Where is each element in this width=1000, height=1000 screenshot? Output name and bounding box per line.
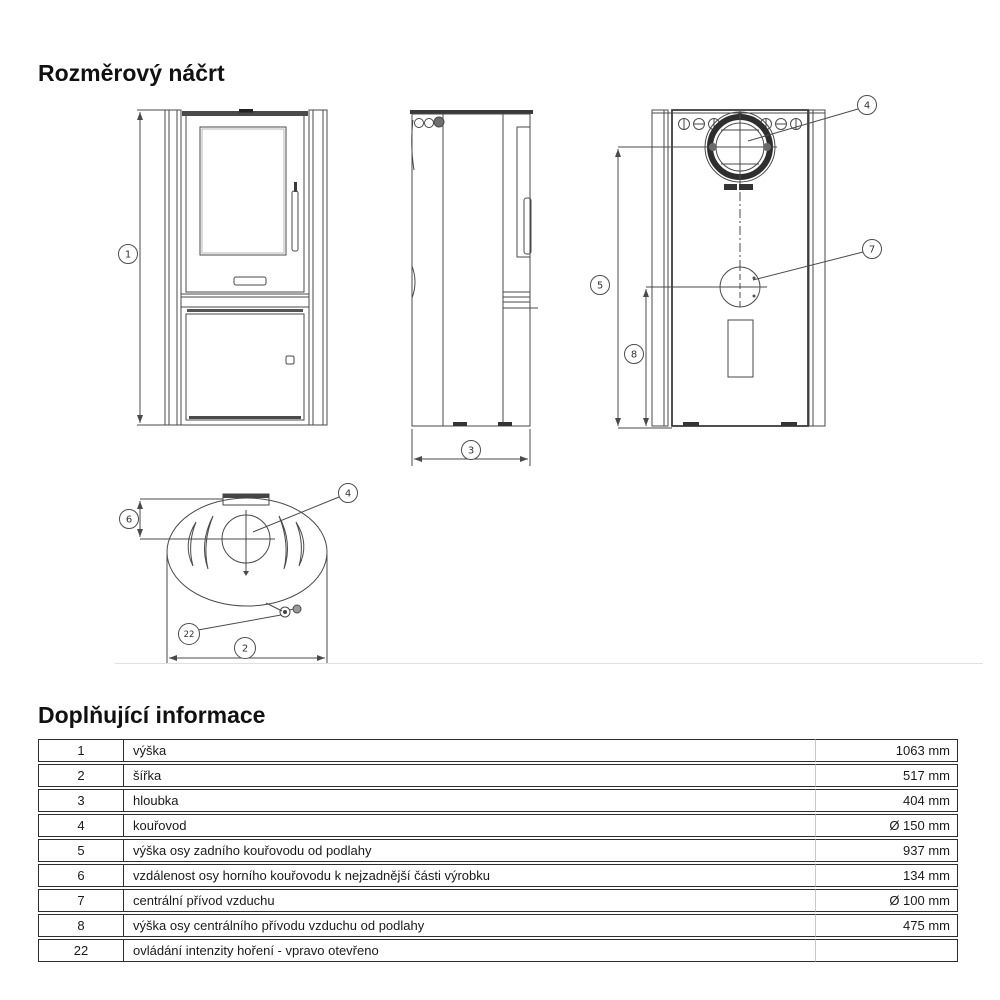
- row-value-cell: 404 mm: [815, 789, 958, 812]
- top-burn-control-lever: [266, 603, 301, 617]
- callout-2: [235, 638, 256, 659]
- row-value-cell: [815, 939, 958, 962]
- table-row: [38, 914, 958, 937]
- row-description-cell: centrální přívod vzduchu: [124, 889, 815, 912]
- svg-text:5: 5: [596, 280, 604, 292]
- front-height-dimension: [137, 110, 165, 425]
- table-row: [38, 839, 958, 862]
- row-description-cell: výška: [124, 739, 815, 762]
- table-row: [38, 764, 958, 787]
- row-number-cell: 22: [38, 939, 124, 962]
- svg-text:4: 4: [863, 100, 871, 112]
- row-value-cell: 937 mm: [815, 839, 958, 862]
- row-description-cell: šířka: [124, 764, 815, 787]
- callout-5: [591, 276, 610, 295]
- row-description-cell: vzdálenost osy horního kouřovodu k nejzadnější části výrobku: [124, 864, 815, 887]
- dimension-info-table: [38, 737, 958, 964]
- svg-text:7: 7: [868, 244, 876, 256]
- table-row: [38, 889, 958, 912]
- top-view-drawing: [103, 478, 383, 678]
- row-description-cell: ovládání intenzity hoření - vpravo otevřeno: [124, 939, 815, 962]
- leader-line-22: [198, 615, 281, 630]
- top-flue-offset-dimension: [140, 499, 223, 537]
- table-row: [38, 739, 958, 762]
- callout-1: [119, 245, 138, 264]
- row-number-cell: 5: [38, 839, 124, 862]
- row-number-cell: 8: [38, 914, 124, 937]
- svg-text:22: 22: [183, 630, 195, 640]
- callout-3: [462, 441, 481, 460]
- callout-4-rear: [858, 96, 877, 115]
- row-description-cell: kouřovod: [124, 814, 815, 837]
- svg-text:4: 4: [344, 488, 352, 500]
- callout-22: [179, 624, 200, 645]
- svg-text:2: 2: [241, 643, 249, 655]
- row-number-cell: 4: [38, 814, 124, 837]
- row-number-cell: 3: [38, 789, 124, 812]
- row-number-cell: 7: [38, 889, 124, 912]
- table-row: [38, 814, 958, 837]
- callout-7: [863, 240, 882, 259]
- callout-6: [120, 510, 139, 529]
- rear-view-drawing: [585, 88, 895, 446]
- leader-line-4-top: [253, 497, 339, 532]
- row-number-cell: 6: [38, 864, 124, 887]
- table-row: [38, 939, 958, 962]
- row-value-cell: 517 mm: [815, 764, 958, 787]
- row-value-cell: 134 mm: [815, 864, 958, 887]
- row-value-cell: 1063 mm: [815, 739, 958, 762]
- side-stove-body: [410, 110, 538, 426]
- front-stove-body: [165, 109, 327, 425]
- callout-4-top: [339, 484, 358, 503]
- svg-text:1: 1: [124, 249, 132, 261]
- section-divider: [115, 663, 983, 664]
- drawing-section-title: Rozměrový náčrt: [38, 60, 225, 86]
- row-number-cell: 1: [38, 739, 124, 762]
- front-view-drawing: [113, 98, 353, 450]
- row-description-cell: výška osy centrálního přívodu vzduchu od podlahy: [124, 914, 815, 937]
- row-description-cell: hloubka: [124, 789, 815, 812]
- top-stove-body: [140, 494, 327, 617]
- callout-8: [625, 345, 644, 364]
- row-number-cell: 2: [38, 764, 124, 787]
- row-value-cell: Ø 150 mm: [815, 814, 958, 837]
- svg-text:6: 6: [125, 514, 133, 526]
- info-section-title: Doplňující informace: [38, 702, 266, 728]
- side-view-drawing: [398, 98, 548, 476]
- table-row: [38, 864, 958, 887]
- row-value-cell: 475 mm: [815, 914, 958, 937]
- svg-text:8: 8: [630, 349, 638, 361]
- row-value-cell: Ø 100 mm: [815, 889, 958, 912]
- row-description-cell: výška osy zadního kouřovodu od podlahy: [124, 839, 815, 862]
- table-row: [38, 789, 958, 812]
- svg-text:3: 3: [467, 445, 475, 457]
